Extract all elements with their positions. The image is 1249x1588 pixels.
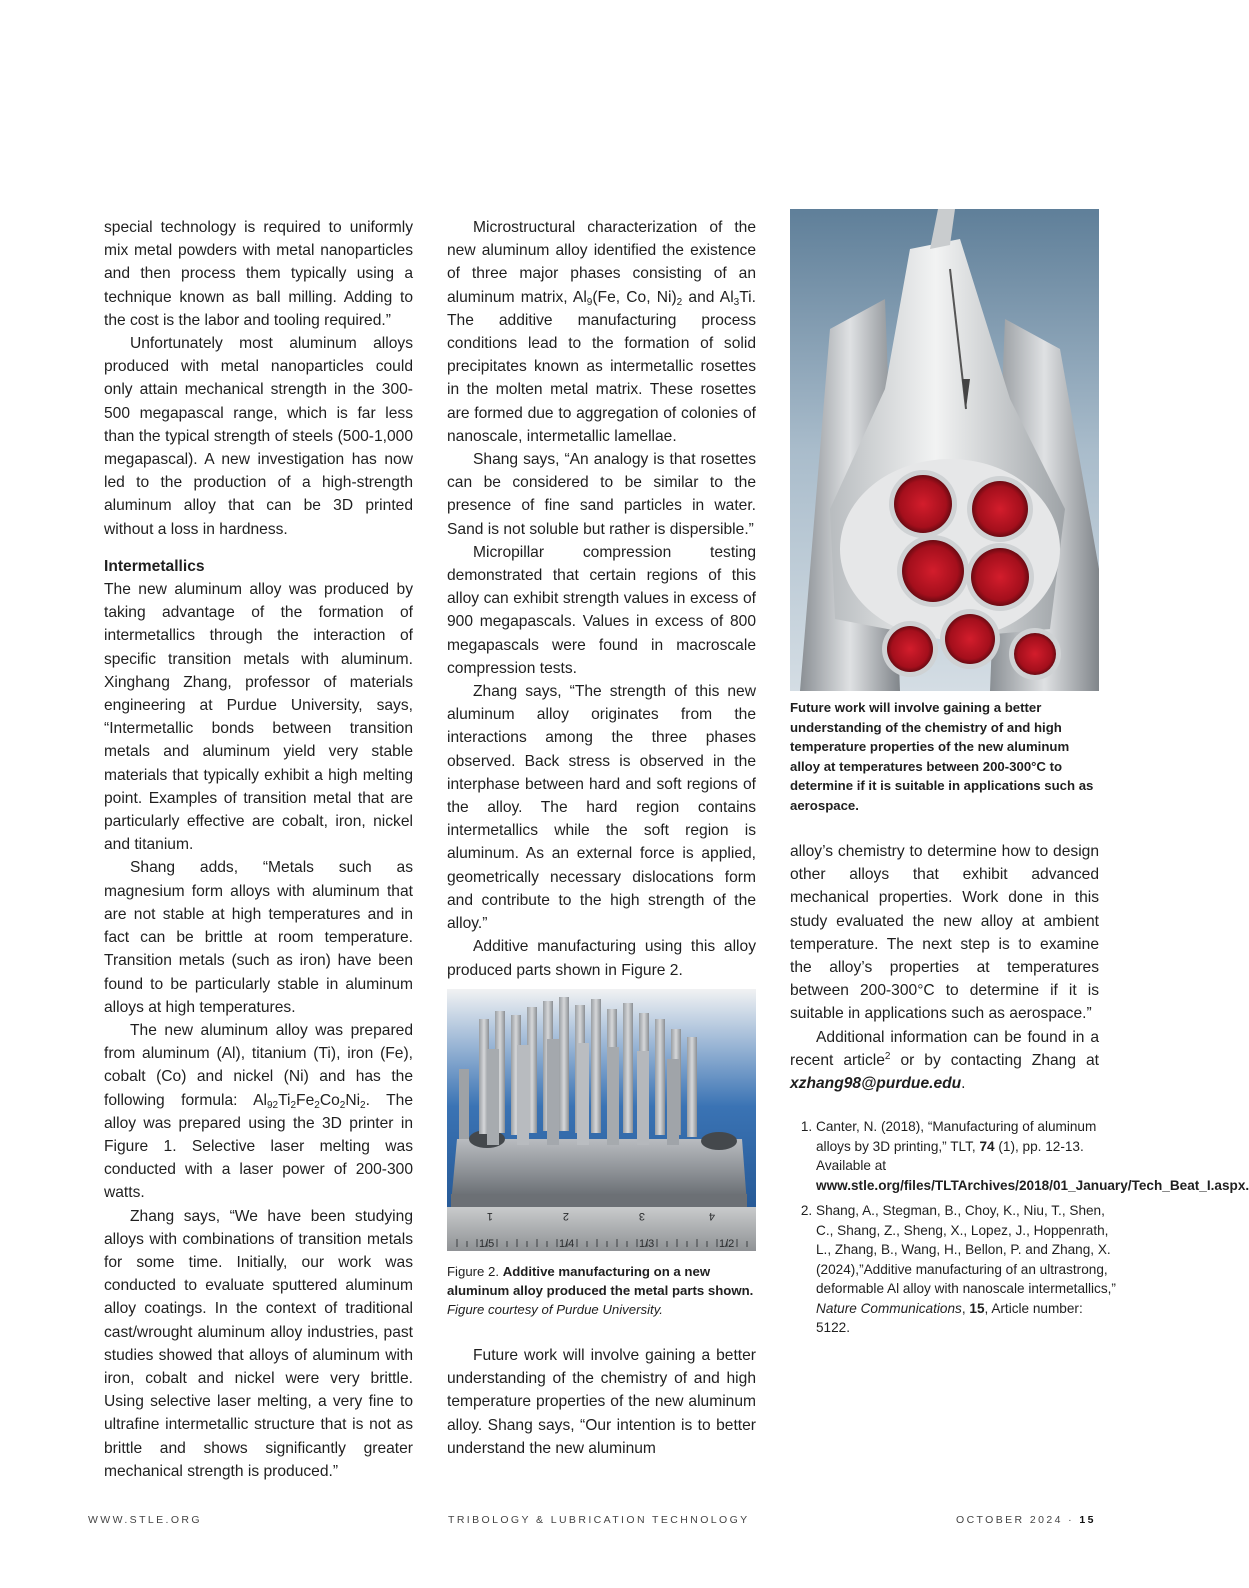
references-list (796, 1117, 1249, 1344)
reference-link[interactable]: www.stle.org/files/TLTArchives/2018/01_January/Tech_Beat_I.aspx. (816, 1177, 1249, 1193)
paragraph: The new aluminum alloy was produced by taking advantage of the formation of intermetallics through the interaction of specific transition metals with aluminum. Xinghang Zhang, professor of materials engineering at Purdue University, says, “Intermetallic bonds between transition metals and aluminum yield very stable materials that typically exhibit a high melting point. Examples of transition metal that are particularly effective are cobalt, iron, nickel and titanium. (104, 581, 413, 854)
paragraph: alloy’s chemistry to determine how to design other alloys that exhibit advanced mechanical properties. Work done in this study evaluated the new alloy at ambient temperature. The next step is to examine the alloy’s properties at temperatures between 200-300°C to determine if it is suitable in applications such as aerospace.” (790, 843, 1099, 1023)
paragraph-formula: The new aluminum alloy was prepared from aluminum (Al), titanium (Ti), iron (Fe), cobalt (Co) and nickel (Ni) and has the following formula: $Al_{92}Ti_2Fe_2Co_2Ni_2$. The alloy was prepared using the 3D printer in Figure 1. Selective laser melting was conducted with a laser power of 200-300 watts. (104, 1021, 413, 1202)
ruler-label: 1/2 (719, 1238, 735, 1250)
figure-2-caption: Figure 2. Additive manufacturing on a new aluminum alloy produced the metal parts shown. Figure courtesy of Purdue University. (447, 1264, 754, 1317)
email-link[interactable]: xzhang98@purdue.edu (790, 1075, 962, 1093)
paragraph: Additive manufacturing using this alloy produced parts shown in Figure 2. (447, 938, 756, 979)
figure-2-photo (447, 989, 756, 1251)
ruler-label: 1/4 (559, 1238, 575, 1250)
footer-publication: TRIBOLOGY & LUBRICATION TECHNOLOGY (448, 1514, 750, 1526)
footer-website: WWW.STLE.ORG (88, 1514, 202, 1526)
printed-parts-image (447, 989, 756, 1251)
ruler-label: 1 (486, 1210, 493, 1222)
ruler-label: 1/5 (479, 1238, 495, 1250)
page-number: 15 (1079, 1514, 1096, 1526)
rocket-photo (790, 209, 1099, 691)
footer-date: OCTOBER 2024 · 15 (956, 1514, 1096, 1526)
ruler-label: 4 (708, 1210, 715, 1222)
column-3 (790, 840, 1099, 1095)
paragraph: Future work will involve gaining a better understanding of the chemistry of and high temperature properties of the new aluminum alloy. Shang says, “Our intention is to better understand the new aluminum (447, 1347, 756, 1457)
paragraph-phases: Microstructural characterization of the new aluminum alloy identified the existence of three major phases consisting of an aluminum matrix, $Al_9(Fe$, Co, $Ni)_2$ and $Al_3Ti$. The additive manufacturing process conditions lead to the formation of solid precipitates known as intermetallic rosettes in the molten metal matrix. These rosettes are formed due to aggregation of colonies of nanoscale, intermetallic lamellae. (447, 219, 756, 445)
paragraph: special technology is required to uniformly mix metal powders with metal nanoparticles and then process them typically using a technique known as ball milling. Adding to the cost is the labor and tooling required.” (104, 219, 413, 329)
rocket-image (790, 209, 1099, 691)
column-2 (447, 216, 756, 982)
paragraph: Shang adds, “Metals such as magnesium form alloys with aluminum that are not stable at high temperatures and in fact can be brittle at room temperature. Transition metals (such as iron) have been found to be particularly stable in aluminum alloys at high temperatures. (104, 859, 413, 1016)
column-1 (104, 216, 413, 1483)
paragraph: Zhang says, “The strength of this new aluminum alloy originates from the interactions among the three phases observed. Back stress is observed in the interphase between hard and soft regions of the alloy. The hard region contains intermetallics while the soft region is aluminum. As an external force is applied, geometrically necessary dislocations form and contribute to the high strength of the alloy.” (447, 683, 756, 933)
alloy-formula: $Al_{92}Ti_2Fe_2Co_2Ni_2$ (253, 1091, 366, 1111)
ruler-label: 2 (562, 1210, 569, 1222)
paragraph-contact: Additional information can be found in a recent article$^2$ or by contacting Zhang at xzhang98@purdue.edu. (790, 1028, 1099, 1093)
paragraph: Zhang says, “We have been studying alloys with combinations of transition metals for some time. Initially, our work was conducted to evaluate sputtered aluminum alloy coatings. In the context of traditional cast/wrought aluminum alloy industries, past studies showed that alloys of aluminum with iron, cobalt and nickel were very brittle. Using selective laser melting, a very fine to ultrafine intermetallic structure that is not as brittle and shows significantly greater mechanical strength is produced.” (104, 1207, 413, 1480)
ruler-label: 3 (638, 1210, 645, 1222)
section-heading: Intermetallics (104, 557, 205, 575)
paragraph: Unfortunately most aluminum alloys produced with metal nanoparticles could only attain mechanical strength in the 300-500 megapascal range, which is far less than the typical strength of steels (500-1,000 megapascal). A new investigation has now led to the production of a high-strength aluminum alloy that can be 3D printed without a loss in hardness. (104, 335, 413, 538)
column-2-continued (447, 1344, 756, 1460)
paragraph: Micropillar compression testing demonstrated that certain regions of this alloy can exhibit strength values in excess of 900 megapascals. Values in excess of 800 megapascals were found in macroscale compression tests. (447, 543, 756, 677)
rocket-caption: Future work will involve gaining a better understanding of the chemistry of and high temperature properties of the new aluminum alloy at temperatures between 200-300°C to determine if it is suitable in applications such as aerospace. (790, 700, 1094, 813)
reference-item: 1. Canter, N. (2018), “Manufacturing of aluminum alloys by 3D printing,” TLT, 74 (1), pp. 12-13. Available at www.stle.org/files/TLTArchives/2018/01_January/Tech_Beat_I.aspx. (816, 1117, 1116, 1195)
paragraph: Shang says, “An analogy is that rosettes can be considered to be similar to the presence of fine sand particles in water. Sand is not soluble but rather is dispersible.” (447, 451, 756, 538)
ruler-label: 1/3 (639, 1238, 655, 1250)
reference-item: 2. Shang, A., Stegman, B., Choy, K., Niu, T., Shen, C., Shang, Z., Sheng, X., Lopez, J., Hoppenrath, L., Zhang, B., Wang, H., Bellon, P. and Zhang, X. (2024),”Additive manufacturing of an ultrastrong, deformable Al alloy with nanoscale intermetallics,” Nature Communications, 15, Article number: 5122. (816, 1201, 1116, 1338)
